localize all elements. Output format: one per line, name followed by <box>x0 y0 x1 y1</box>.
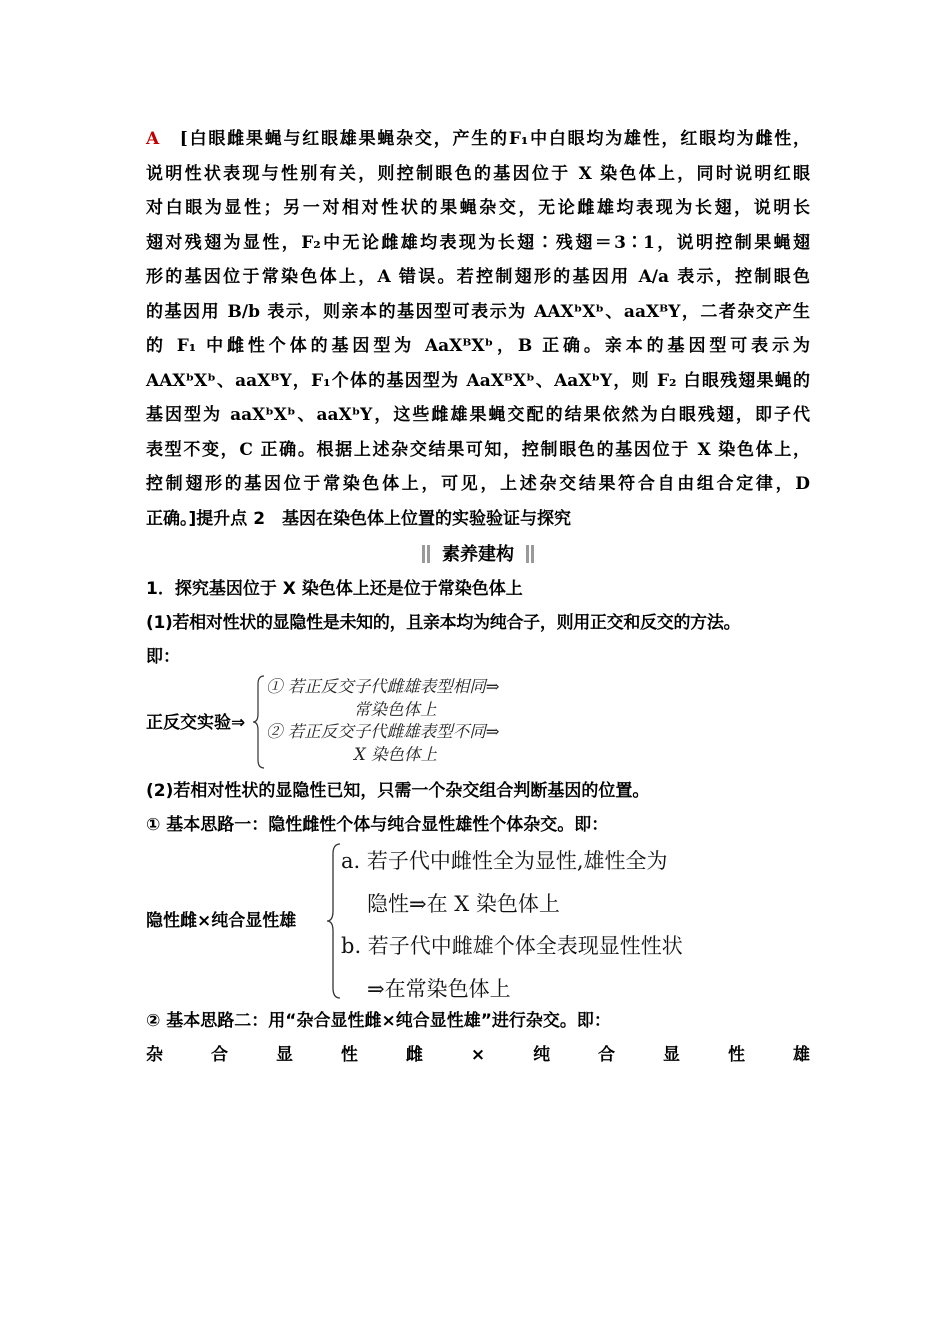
answer-line-4: 翅对残翅为显性，F₂中无论雌雄均表现为长翅∶残翅＝3∶1，说明控制果蝇翅 <box>146 232 810 253</box>
diagram2-a1: a. 若子代中雌性全为显性,雄性全为 <box>341 849 668 873</box>
spread-char: 性 <box>727 1045 745 1065</box>
intro-line-2: 即： <box>146 647 180 667</box>
answer-letter: A <box>146 129 160 149</box>
diagram1-items <box>266 676 500 766</box>
section-banner <box>146 540 810 568</box>
section-heading: 1．探究基因位于 X 染色体上还是位于常染色体上 <box>146 579 523 599</box>
left-brace-1 <box>252 674 266 770</box>
left-brace-2 <box>326 842 342 1000</box>
idea2-text: ② 基本思路二：用“杂合显性雌×纯合显性雄”进行杂交。即： <box>146 1011 611 1031</box>
diagram2-label: 隐性雌×纯合显性雄 <box>146 911 297 931</box>
spread-char: 雄 <box>792 1045 810 1065</box>
idea1-text: ① 基本思路一：隐性雌性个体与纯合显性雄性个体杂交。即： <box>146 815 609 835</box>
answer-line-7: 的 F₁ 中雌性个体的基因型为 AaXᴮXᵇ，B 正确。亲本的基因型可表示为 <box>146 336 810 356</box>
spread-char: 合 <box>210 1045 228 1065</box>
diagram1-line4: X 染色体上 <box>354 744 437 764</box>
diagram2-b2: ⇒在常染色体上 <box>367 976 511 1001</box>
answer-line-1: A [白眼雌果蝇与红眼雄果蝇杂交，产生的F₁中白眼均为雄性，红眼均为雌性， <box>146 129 811 149</box>
diagram1-line3: ② 若正反交子代雌雄表型不同⇒ <box>266 722 500 741</box>
spread-char: 杂 <box>146 1045 163 1065</box>
answer-line-3: 对白眼为显性；另一对相对性状的果蝇杂交，无论雌雄均表现为长翅，说明长 <box>146 198 810 218</box>
answer-line-6: 的基因用 B/b 表示，则亲本的基因型可表示为 AAXᵇXᵇ、aaXᴮY，二者杂交产生 <box>146 301 810 322</box>
answer-line-10: 表型不变，C 正确。根据上述杂交结果可知，控制眼色的基因位于 X 染色体上， <box>146 439 810 460</box>
diagram2-items <box>341 840 683 1010</box>
diagram2-b1: b. 若子代中雌雄个体全表现显性性状 <box>341 934 683 958</box>
answer-line-8: AAXᵇXᵇ、aaXᴮY，F₁个体的基因型为 AaXᴮXᵇ、AaXᵇY，则 F₂ 白眼残翅果蝇的 <box>146 370 810 391</box>
spread-char: 显 <box>275 1045 293 1065</box>
dominance-cross-diagram <box>146 842 810 1002</box>
answer-line-5: 形的基因位于常染色体上，A 错误。若控制翅形的基因用 A/a 表示，控制眼色 <box>146 267 810 287</box>
answer-line-9: 基因型为 aaXᵇXᵇ、aaXᵇY，这些雌雄果蝇交配的结果依然为白眼残翅，即子代 <box>146 405 810 425</box>
spread-char: × <box>470 1045 486 1065</box>
diagram1-line1: ① 若正反交子代雌雄表型相同⇒ <box>266 677 500 696</box>
banner-title: 素养建构 <box>442 544 514 565</box>
answer-line-11: 控制翅形的基因位于常染色体上，可见，上述杂交结果符合自由组合定律，D <box>146 474 810 494</box>
diagram1-line2: 常染色体上 <box>354 699 437 719</box>
spread-char: 雌 <box>405 1045 423 1065</box>
diagram2-a2: 隐性⇒在 X 染色体上 <box>367 891 560 916</box>
part2-text: (2)若相对性状的显隐性已知，只需一个杂交组合判断基因的位置。 <box>146 781 650 801</box>
intro-line-1: (1)若相对性状的显隐性是未知的，且亲本均为纯合子，则用正交和反交的方法。 <box>146 613 741 633</box>
reciprocal-cross-diagram <box>146 674 810 772</box>
spread-line <box>146 1038 810 1072</box>
answer-line-12: 正确。]提升点 2 基因在染色体上位置的实验验证与探究 <box>146 508 572 529</box>
spread-char: 纯 <box>533 1045 551 1065</box>
banner-left-bars <box>421 543 431 563</box>
diagram1-label: 正反交实验⇒ <box>146 713 246 733</box>
document-page <box>146 122 810 1072</box>
spread-char: 合 <box>598 1045 616 1065</box>
spread-char: 性 <box>340 1045 358 1065</box>
answer-line-2: 说明性状表现与性别有关，则控制眼色的基因位于 X 染色体上，同时说明红眼 <box>146 163 810 184</box>
banner-right-bars <box>525 543 535 563</box>
spread-char: 显 <box>663 1045 680 1065</box>
